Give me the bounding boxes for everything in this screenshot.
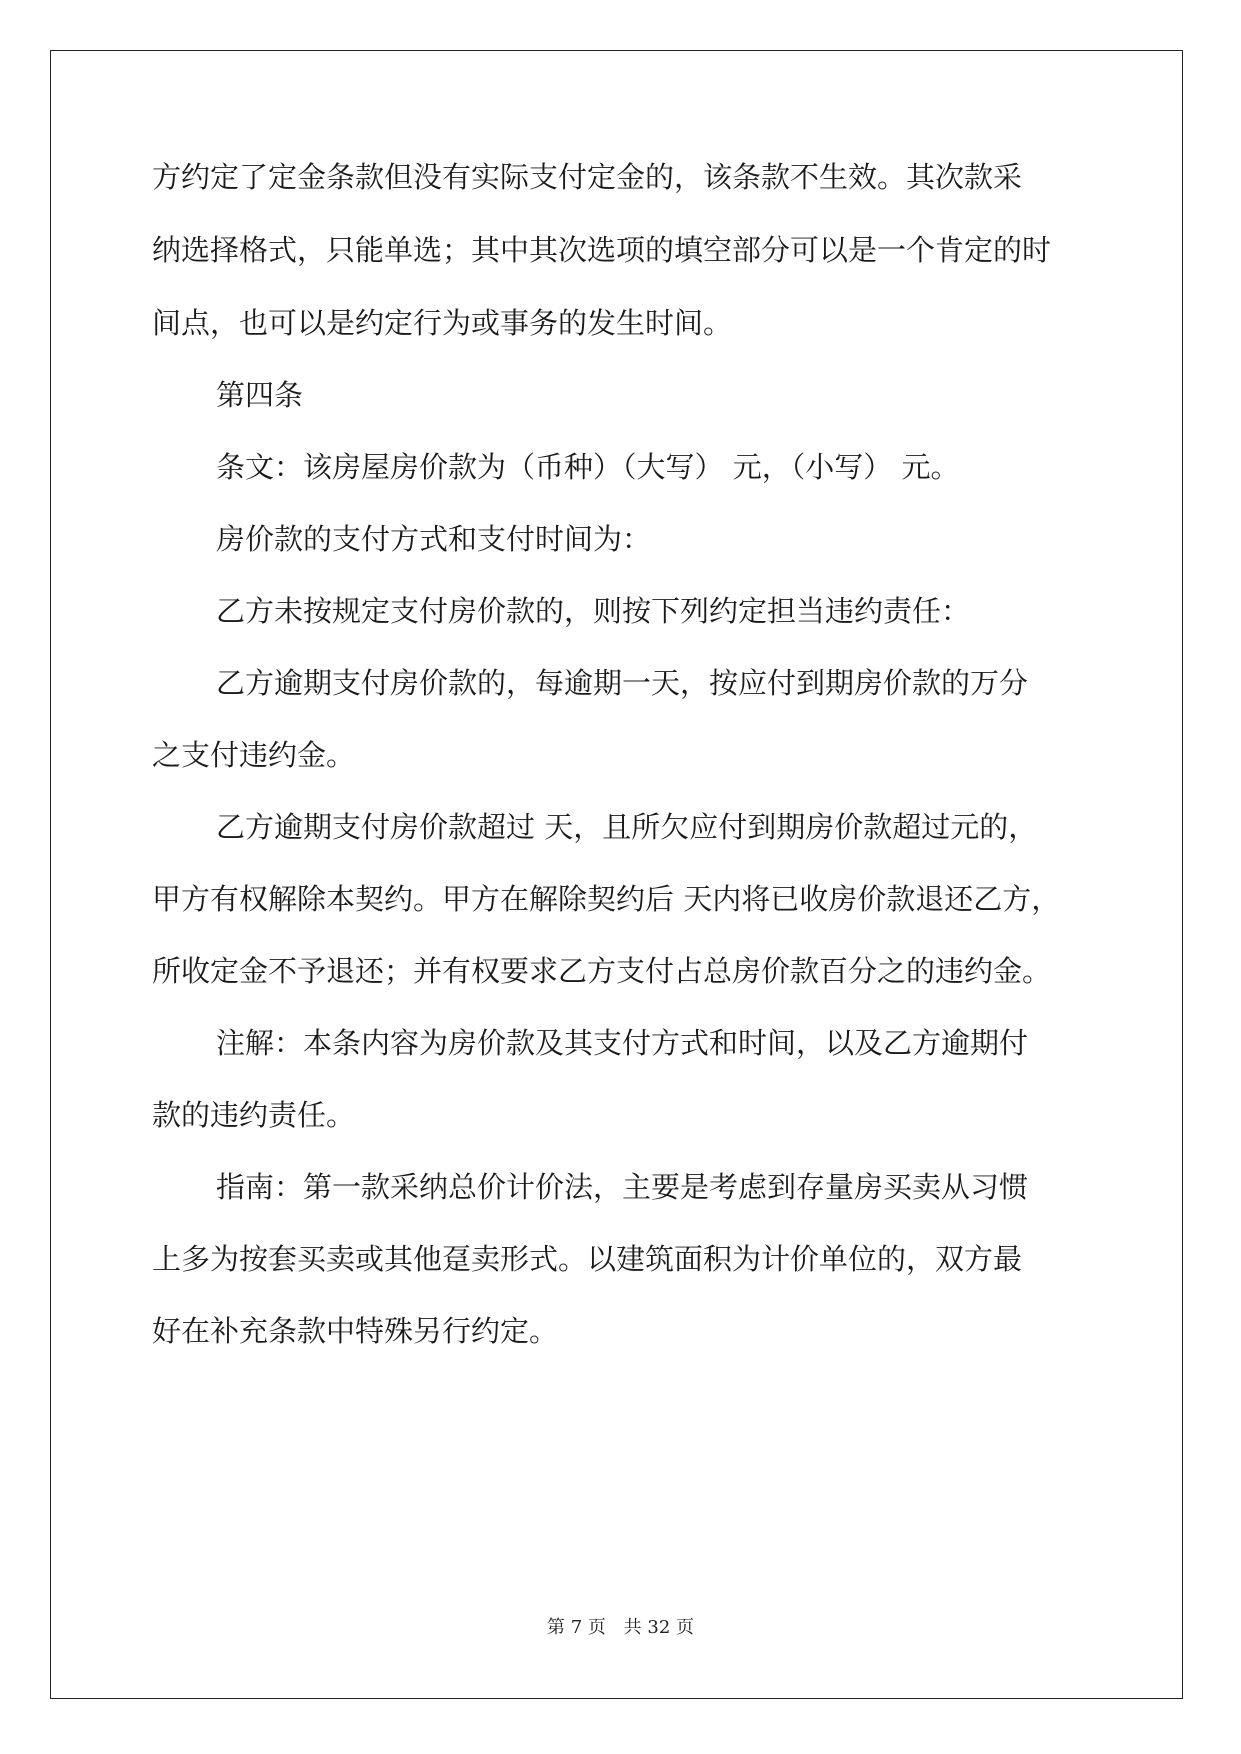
text-line: 纳选择格式，只能单选；其中其次选项的填空部分可以是一个肯定的时 <box>152 233 1052 267</box>
text-line: 之支付违约金。 <box>152 738 356 772</box>
text-line: 款的违约责任。 <box>152 1098 356 1132</box>
text-line: 指南：第一款采纳总价计价法，主要是考虑到存量房买卖从习惯 <box>216 1170 1029 1204</box>
page-border <box>50 50 1183 1699</box>
text-line: 乙方未按规定支付房价款的，则按下列约定担当违约责任： <box>216 594 971 628</box>
text-line: 间点，也可以是约定行为或事务的发生时间。 <box>152 306 733 340</box>
text-line: 上多为按套买卖或其他趸卖形式。以建筑面积为计价单位的，双方最 <box>152 1242 1023 1276</box>
text-line: 乙方逾期支付房价款超过 天，且所欠应付到期房价款超过元的， <box>216 810 1038 844</box>
text-line: 方约定了定金条款但没有实际支付定金的，该条款不生效。其次款采 <box>152 160 1023 194</box>
text-line: 注解：本条内容为房价款及其支付方式和时间，以及乙方逾期付 <box>216 1026 1029 1060</box>
text-line: 乙方逾期支付房价款的，每逾期一天，按应付到期房价款的万分 <box>216 666 1029 700</box>
text-line: 房价款的支付方式和支付时间为： <box>216 522 652 556</box>
text-line: 甲方有权解除本契约。甲方在解除契约后 天内将已收房价款退还乙方， <box>152 882 1061 916</box>
page-number: 第 7 页 <box>547 1617 606 1638</box>
page-total: 共 32 页 <box>623 1617 694 1638</box>
text-line: 好在补充条款中特殊另行约定。 <box>152 1314 559 1348</box>
text-line: 条文：该房屋房价款为（币种）（大写） 元，（小写） 元。 <box>216 450 960 484</box>
text-line: 所收定金不予退还；并有权要求乙方支付占总房价款百分之的违约金。 <box>152 954 1052 988</box>
page-footer <box>0 1613 1241 1639</box>
section-heading: 第四条 <box>216 378 304 412</box>
